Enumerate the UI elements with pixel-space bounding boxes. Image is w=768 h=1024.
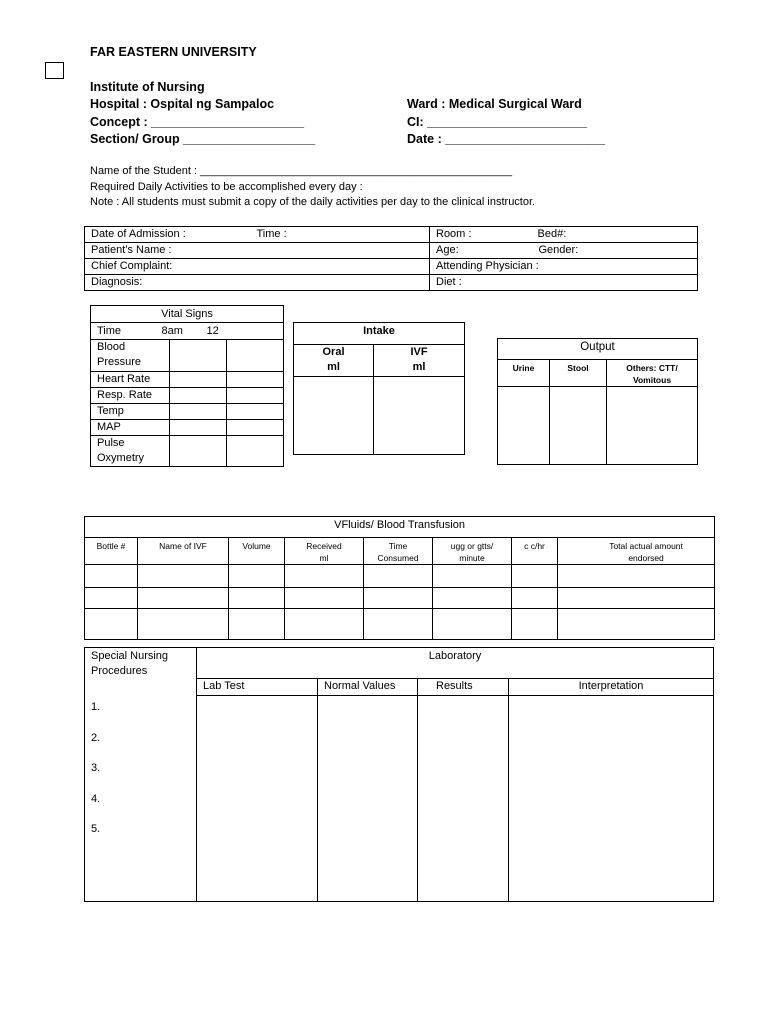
table-cell[interactable] [558,609,715,640]
oral-cell[interactable] [294,377,374,455]
table-cell[interactable] [138,609,229,640]
rr-8am-cell[interactable] [170,388,227,404]
table-cell[interactable] [512,565,558,588]
gender-label: Gender: [538,244,579,256]
urine-cell[interactable] [498,387,550,465]
diet-cell[interactable] [430,275,698,291]
university-name: FAR EASTERN UNIVERSITY [90,45,257,59]
interpretation-cell[interactable] [509,696,714,902]
room-label: Room : [436,228,472,240]
map-12-cell[interactable] [227,420,284,436]
table-cell[interactable] [512,588,558,609]
blood-pressure-label: Blood Pressure [91,340,170,372]
vital-signs-title: Vital Signs [91,306,284,323]
results-header: Results [418,679,509,696]
normal-values-cell[interactable] [318,696,418,902]
hr-12-cell[interactable] [227,372,284,388]
time-label: Time : [256,228,287,240]
hospital-field: Hospital : Ospital ng Sampaloc [90,97,275,111]
note-text: Note : All students must submit a copy of the daily activities per day to the clinical instructor. [90,196,536,208]
chief-complaint-label: Chief Complaint: [91,260,173,272]
lab-test-header: Lab Test [197,679,318,696]
list-item: 4. [91,792,101,805]
attending-physician-label: Attending Physician : [436,260,539,272]
ivf-header [374,345,465,377]
ivf-blood-transfusion-table [84,516,715,640]
special-procedures-label: Special Nursing Procedures [91,650,169,677]
ivf-title: VFluids/ Blood Transfusion [85,517,715,538]
time-row [91,323,284,340]
pulse-oxymetry-label: Pulse Oxymetry [91,436,170,467]
others-header: Others: CTT/ Vomitous [607,360,698,387]
bp-12-cell[interactable] [227,340,284,372]
laboratory-title: Laboratory [197,648,714,679]
checkbox[interactable] [45,62,64,79]
results-cell[interactable] [418,696,509,902]
procedures-lab-table [84,647,714,902]
student-name-field[interactable]: Name of the Student : ___________________________________________________ [90,165,513,177]
table-row [85,275,698,291]
vital-signs-table [90,305,284,467]
list-item: 3. [91,762,101,774]
table-cell[interactable] [433,609,512,640]
table-row [85,565,715,588]
table-cell[interactable] [285,609,364,640]
intake-table [293,322,465,455]
table-cell[interactable] [285,588,364,609]
stool-header: Stool [550,360,607,387]
table-cell[interactable] [85,609,138,640]
interpretation-header: Interpretation [509,679,714,696]
others-cell[interactable] [607,387,698,465]
ivf-label: IVF [410,346,428,358]
bp-8am-cell[interactable] [170,340,227,372]
temp-8am-cell[interactable] [170,404,227,420]
list-item: 5. [91,823,101,835]
oral-label: Oral [322,346,345,358]
intake-title: Intake [294,323,465,345]
oral-header [294,345,374,377]
bed-label: Bed#: [537,228,567,240]
po-8am-cell[interactable] [170,436,227,467]
list-item: 2. [91,731,101,744]
map-8am-cell[interactable] [170,420,227,436]
bottle-header: Bottle # [85,538,138,565]
name-of-ivf-header: Name of IVF [138,538,229,565]
age-cell[interactable] [430,243,698,259]
required-activities-text: Required Daily Activities to be accomplished every day : [90,181,363,193]
ci-field[interactable]: CI: _______________________ [407,115,588,129]
patient-name-cell[interactable] [85,243,430,259]
special-procedures-cell[interactable] [85,648,197,902]
table-row [85,588,715,609]
table-cell[interactable] [558,565,715,588]
ivf-unit: ml [412,361,426,373]
table-row [85,227,698,243]
table-cell[interactable] [229,609,285,640]
attending-physician-cell[interactable] [430,259,698,275]
rr-12-cell[interactable] [227,388,284,404]
list-item: 1. [91,701,101,713]
output-table [497,338,698,465]
table-row [85,243,698,259]
chief-complaint-cell[interactable] [85,259,430,275]
diagnosis-label: Diagnosis: [91,276,143,288]
section-group-field[interactable]: Section/ Group ___________________ [90,132,316,146]
received-header: Received ml [285,538,364,565]
volume-header: Volume [229,538,285,565]
table-cell[interactable] [433,588,512,609]
time-12: 12 [206,325,219,337]
procedure-list [91,692,196,845]
ward-field: Ward : Medical Surgical Ward [407,97,582,111]
normal-values-header: Normal Values [318,679,418,696]
temp-12-cell[interactable] [227,404,284,420]
temp-label: Temp [91,404,170,420]
stool-cell[interactable] [550,387,607,465]
time-8am: 8am [161,325,183,337]
patient-name-label: Patient’s Name : [91,244,172,256]
table-cell[interactable] [512,609,558,640]
table-cell[interactable] [85,565,138,588]
date-field[interactable]: Date : _______________________ [407,132,606,146]
diagnosis-cell[interactable] [85,275,430,291]
age-label: Age: [436,244,459,256]
time-consumed-header: Time Consumed [364,538,433,565]
table-cell[interactable] [364,565,433,588]
table-cell[interactable] [558,588,715,609]
patient-info-table [84,226,698,291]
table-cell[interactable] [364,588,433,609]
ugg-gtts-header: ugg or gtts/ minute [433,538,512,565]
table-cell[interactable] [229,588,285,609]
po-12-cell[interactable] [227,436,284,467]
concept-field[interactable]: Concept : ______________________ [90,115,305,129]
urine-header: Urine [498,360,550,387]
table-row [85,259,698,275]
map-label: MAP [91,420,170,436]
diet-label: Diet : [436,276,462,288]
table-row [85,609,715,640]
table-cell[interactable] [229,565,285,588]
total-header: Total actual amount endorsed [558,538,715,565]
room-cell[interactable] [430,227,698,243]
ivf-cell[interactable] [374,377,465,455]
table-cell[interactable] [433,565,512,588]
output-title: Output [498,339,698,360]
table-cell[interactable] [138,588,229,609]
lab-test-cell[interactable] [197,696,318,902]
hr-8am-cell[interactable] [170,372,227,388]
oral-unit: ml [327,361,340,373]
table-cell[interactable] [85,588,138,609]
time-label: Time [97,325,122,337]
heart-rate-label: Heart Rate [91,372,170,388]
table-cell[interactable] [285,565,364,588]
cchr-header: c c/hr [512,538,558,565]
admission-cell[interactable] [85,227,430,243]
resp-rate-label: Resp. Rate [91,388,170,404]
date-of-admission-label: Date of Admission : [91,228,186,240]
institute-name: Institute of Nursing [90,80,205,94]
table-cell[interactable] [138,565,229,588]
table-cell[interactable] [364,609,433,640]
